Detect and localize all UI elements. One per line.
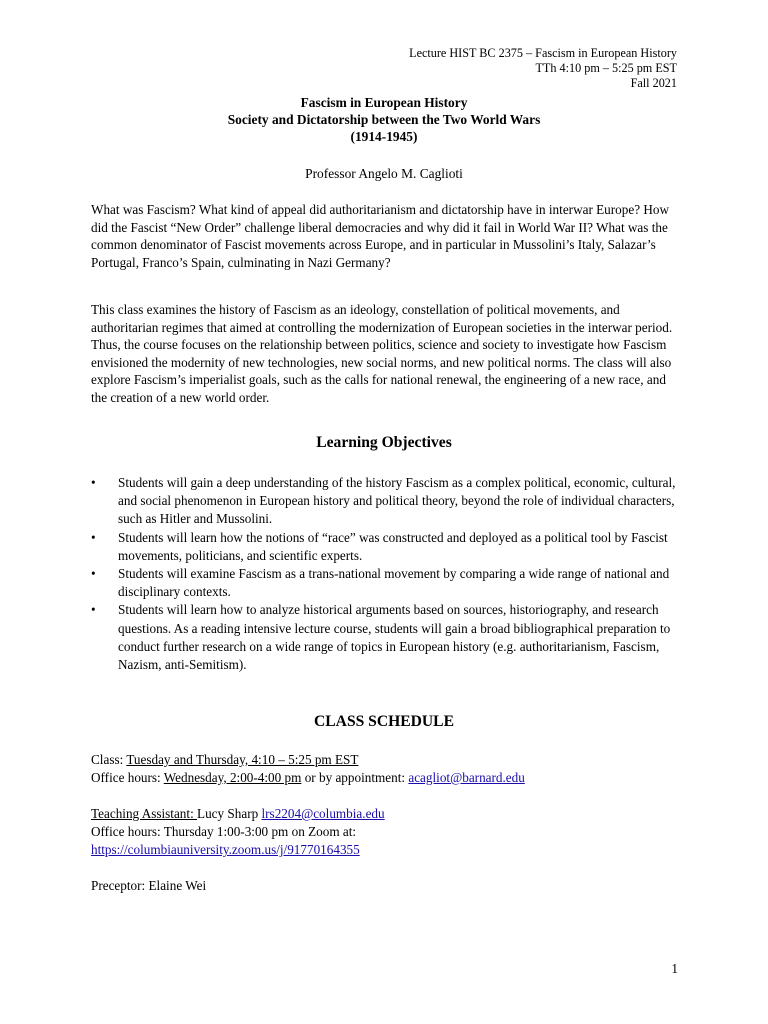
class-time-row (91, 751, 691, 769)
course-header (409, 46, 677, 91)
bullet-icon: • (91, 529, 96, 545)
ta-email-link[interactable]: lrs2204@columbia.edu (261, 806, 385, 821)
ta-office-hours: Office hours: Thursday 1:00-3:00 pm on Zoom at: (91, 824, 357, 839)
document-title (0, 94, 768, 145)
professor-name: Professor Angelo M. Caglioti (305, 166, 463, 181)
ta-info (91, 805, 691, 859)
intro-paragraph-1: What was Fascism? What kind of appeal did authoritarianism and dictatorship have in interwar Europe? How did the Fascist “New Order” challenge liberal democracies and why did it fail in World War II? What was the common denominator of Fascist movements across Europe, and in particular in Mussolini’s Italy, Salazar’s Portugal, Franco’s Spain, culminating in Nazi Germany? (91, 202, 670, 270)
bullet-icon: • (91, 475, 96, 490)
class-time: Tuesday and Thursday, 4:10 – 5:25 pm EST (126, 752, 359, 767)
ta-label: Teaching Assistant: (91, 806, 198, 821)
office-suffix: or by appointment: (301, 770, 409, 785)
ta-name: Lucy Sharp (197, 806, 262, 821)
preceptor-info: Preceptor: Elaine Wei (91, 878, 207, 893)
title-line-1: Fascism in European History (300, 95, 468, 110)
title-line-2: Society and Dictatorship between the Two World Wars (227, 112, 541, 127)
bullet-icon: • (91, 602, 96, 618)
list-item (91, 601, 681, 674)
intro-paragraph-2: This class examines the history of Fascism as an ideology, constellation of political movements, and authoritarian regimes that aimed at controlling the modernization of European societies in the interwar period. Thus, the course focuses on the relationship between politics, science and society to investigate how Fascism envisioned the modernity of new technologies, new social norms, and new political norms. The class will also explore Fascism’s imperialist goals, such as the calls for national renewal, the engineering of a new race, and the creation of a new world order. (91, 302, 673, 405)
title-line-3: (1914-1945) (350, 129, 418, 144)
list-item (91, 565, 681, 601)
zoom-link[interactable]: https://columbiauniversity.zoom.us/j/91770164355 (91, 842, 360, 857)
professor-email-link[interactable]: acagliot@barnard.edu (408, 770, 525, 785)
list-item (91, 474, 681, 529)
bullet-icon: • (91, 566, 96, 582)
objectives-list (91, 474, 681, 674)
course-code-line: Lecture HIST BC 2375 – Fascism in European History (409, 46, 677, 60)
class-info (91, 751, 691, 787)
class-label: Class: (91, 752, 127, 767)
list-item (91, 529, 681, 565)
page-number: 1 (671, 961, 678, 976)
objective-text: Students will learn how to analyze historical arguments based on sources, historiography, and research questions. As a reading intensive lecture course, students will gain a broad bibliographical preparation to conduct further research on a wide range of topics in European history (e.g. authoritarianism, Fascism, Nazism, anti-Semitism). (118, 602, 671, 673)
office-label: Office hours: (91, 770, 164, 785)
schedule-heading: CLASS SCHEDULE (314, 713, 454, 730)
office-hours-row (91, 769, 691, 787)
course-time-line: TTh 4:10 pm – 5:25 pm EST (535, 61, 677, 75)
objective-text: Students will learn how the notions of “race” was constructed and deployed as a political tool by Fascist movements, politicians, and scientific experts. (118, 529, 668, 563)
ta-row (91, 805, 691, 823)
course-term-line: Fall 2021 (630, 76, 677, 90)
objectives-heading: Learning Objectives (316, 434, 452, 451)
objective-text: Students will gain a deep understanding of the history Fascism as a complex political, economic, cultural, and social phenomenon in European history and political theory, beyond the role of individual characters, such as Hitler and Mussolini. (118, 475, 676, 527)
office-time: Wednesday, 2:00-4:00 pm (163, 770, 302, 785)
objective-text: Students will examine Fascism as a trans-national movement by comparing a wide range of national and disciplinary contexts. (118, 566, 670, 600)
